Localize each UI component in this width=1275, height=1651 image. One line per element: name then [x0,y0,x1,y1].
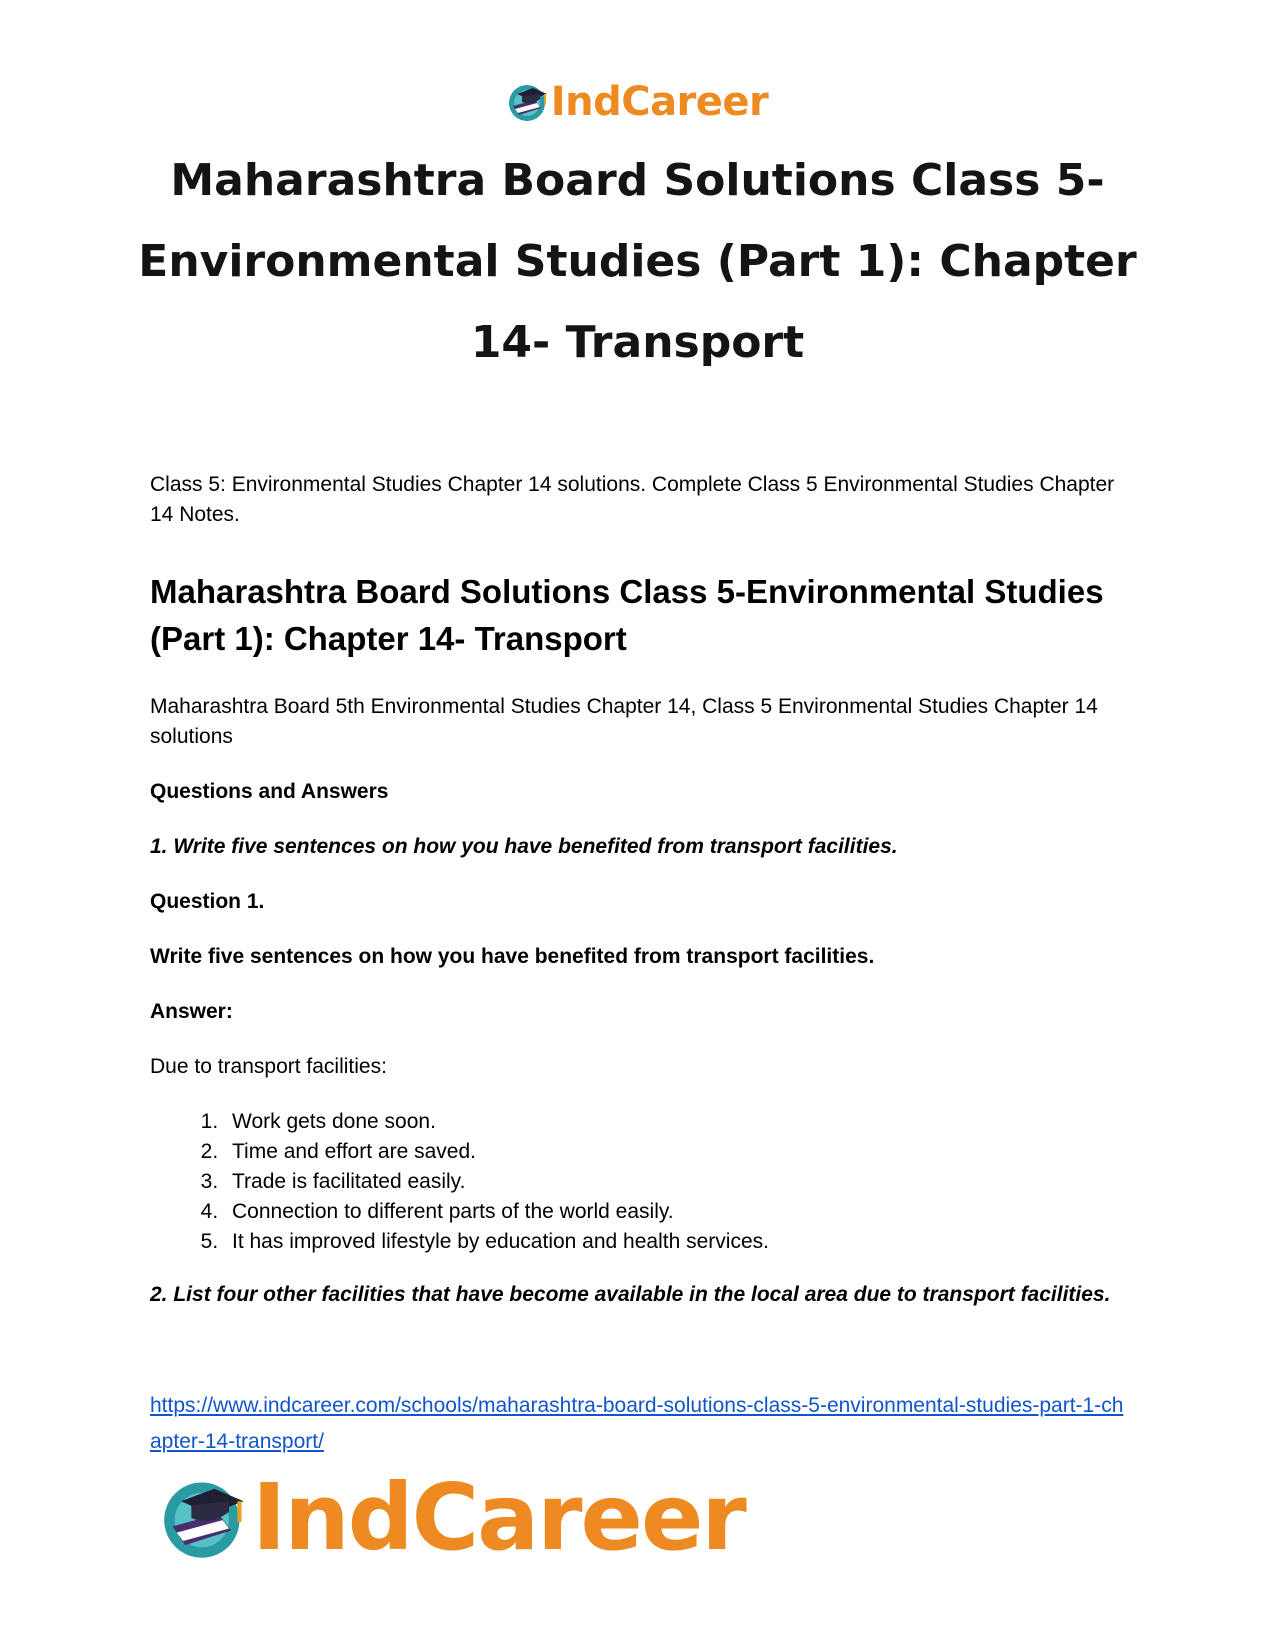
question-prompt-2: 2. List four other facilities that have become available in the local area due to transport facilities. [150,1283,1111,1306]
graduation-cap-book-icon [160,1475,252,1561]
list-item: 5. It has improved lifestyle by education and health services. [224,1227,1135,1257]
section-label: Questions and Answers [150,780,389,803]
source-link[interactable]: https://www.indcareer.com/schools/maharashtra-board-solutions-class-5-environmental-studies-part-1-chapter-14-transport/ [150,1394,1124,1453]
logo [507,80,769,124]
header-logo [0,80,1275,124]
section-heading: Maharashtra Board Solutions Class 5-Environmental Studies (Part 1): Chapter 14- Transport [150,573,1104,657]
brand-wordmark: IndCareer [550,79,769,125]
list-item: 3. Trade is facilitated easily. [224,1167,1135,1197]
footer-logo [160,1464,745,1571]
question-label: Question 1. [150,890,265,913]
graduation-cap-book-icon [507,82,551,122]
question-prompt-1: 1. Write five sentences on how you have benefited from transport facilities. [150,835,898,858]
logo [160,1464,745,1571]
document-body [150,470,1135,1310]
list-item: 1. Work gets done soon. [224,1107,1135,1137]
page-title: Maharashtra Board Solutions Class 5-Environmental Studies (Part 1): Chapter 14- Transport [138,155,1137,368]
answer-label: Answer: [150,1000,233,1023]
subtitle-paragraph: Maharashtra Board 5th Environmental Studies Chapter 14, Class 5 Environmental Studies Chapter 14 solutions [150,695,1098,748]
brand-wordmark: IndCareer [252,1464,745,1571]
intro-paragraph: Class 5: Environmental Studies Chapter 14 solutions. Complete Class 5 Environmental Studies Chapter 14 Notes. [150,473,1115,526]
question-text: Write five sentences on how you have benefited from transport facilities. [150,945,875,968]
list-item: 4. Connection to different parts of the world easily. [224,1197,1135,1227]
answer-intro: Due to transport facilities: [150,1055,387,1078]
answer-list [150,1107,1135,1257]
list-item: 2. Time and effort are saved. [224,1137,1135,1167]
